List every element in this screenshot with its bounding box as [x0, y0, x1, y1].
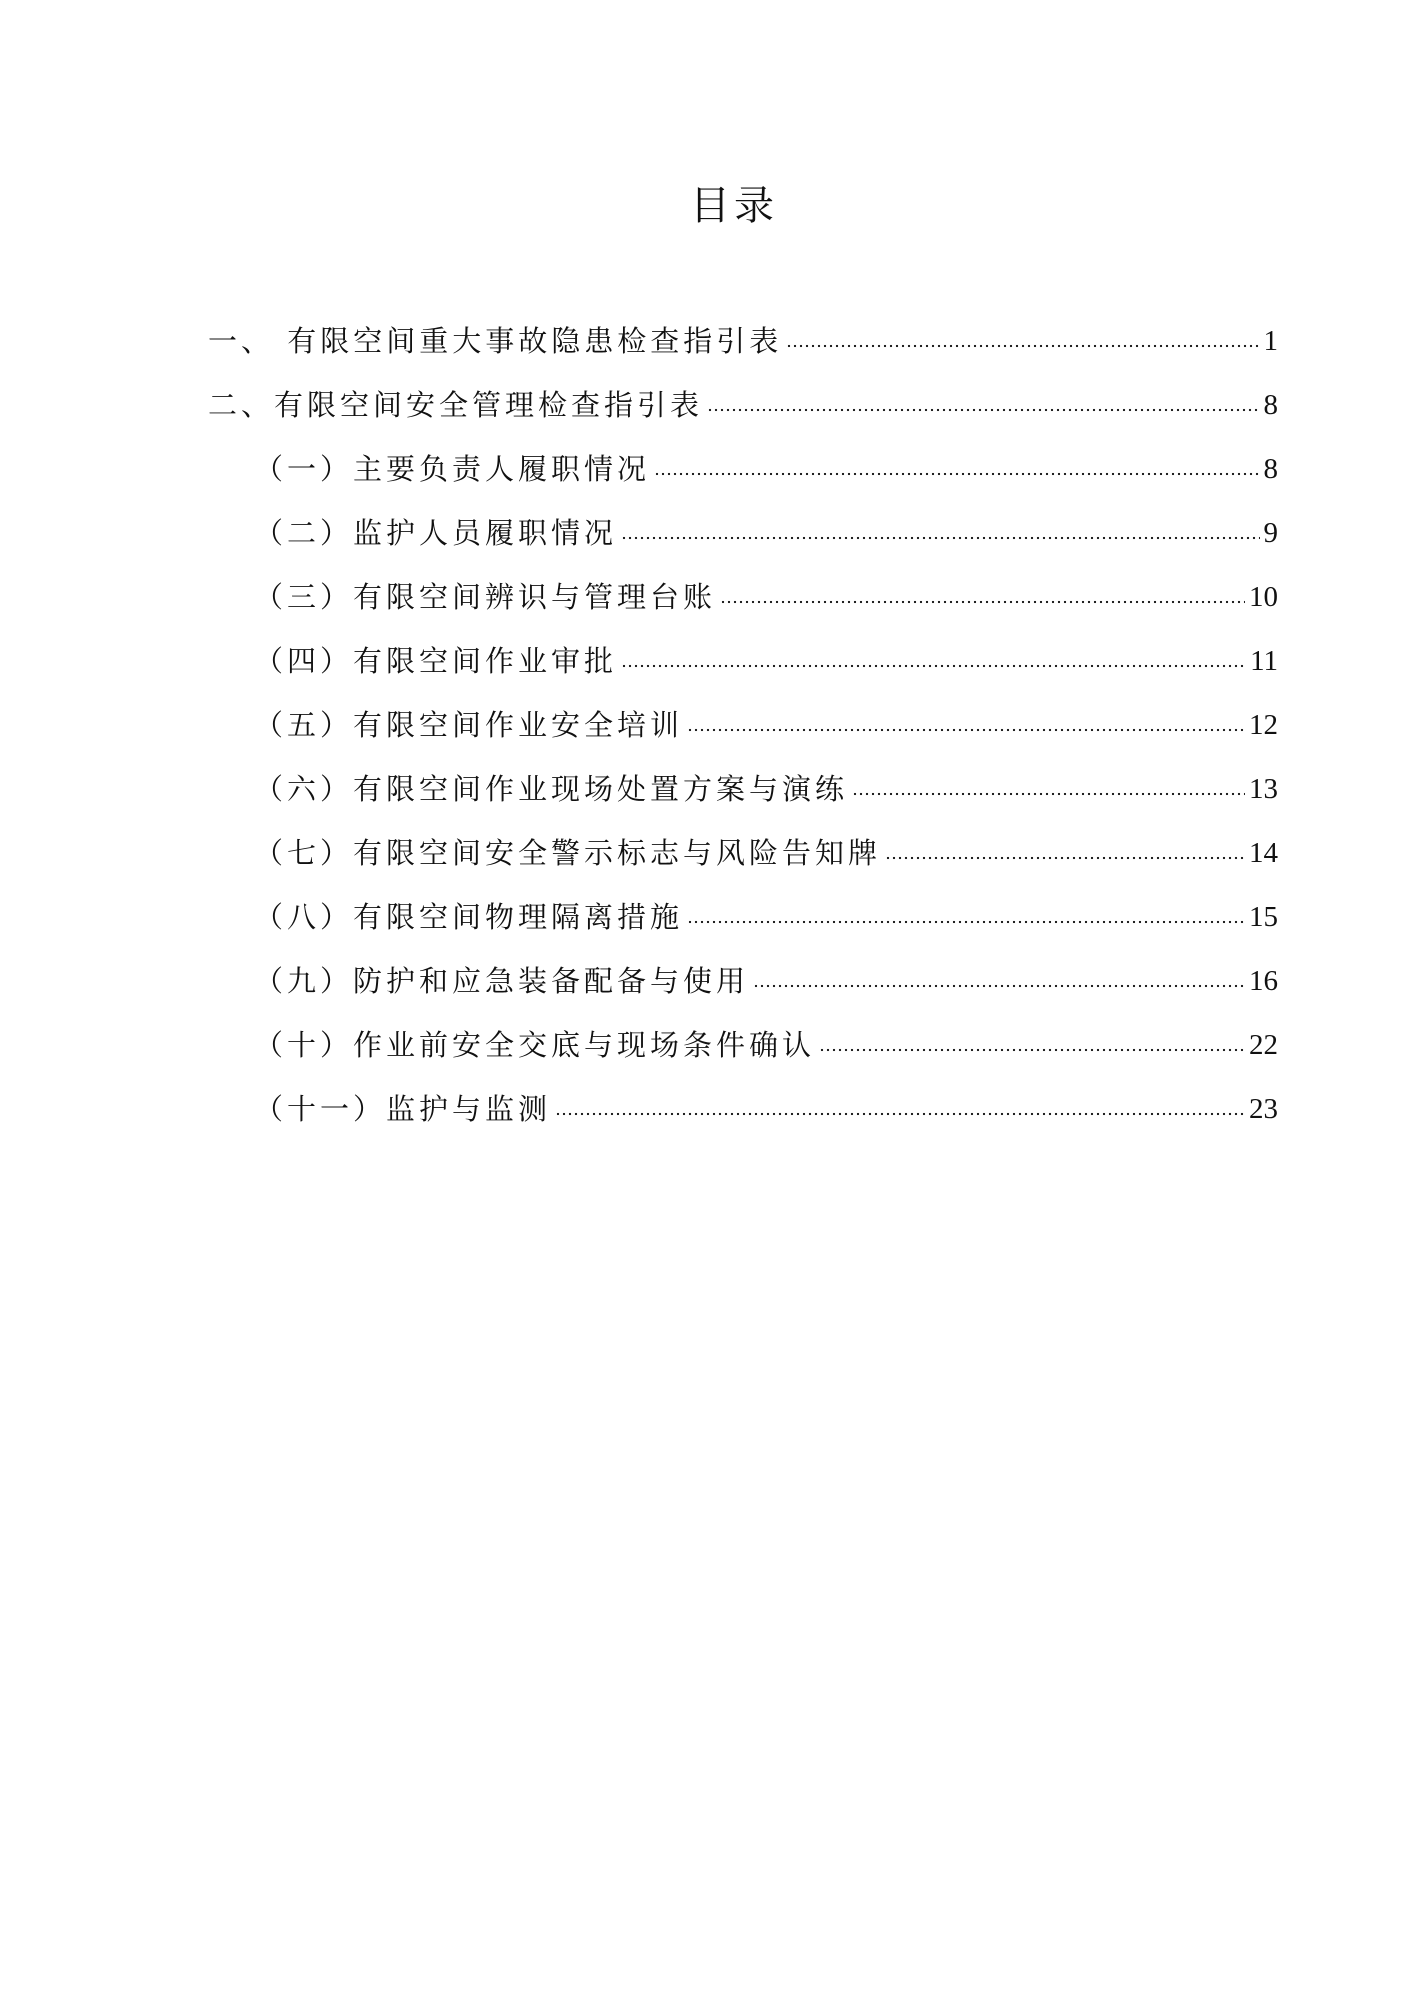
toc-entry-2[interactable] [208, 376, 1278, 420]
toc-entry-label: （二）监护人员履职情况 [254, 516, 618, 550]
toc-entry-label: （十一）监护与监测 [254, 1092, 552, 1126]
toc-page-number: 15 [1249, 901, 1278, 933]
toc-entry-2-9[interactable] [254, 952, 1278, 996]
toc-entry-label: 一、 有限空间重大事故隐患检查指引表 [208, 324, 783, 358]
page-title: 目录 [690, 183, 778, 229]
dot-leader [753, 983, 1245, 989]
toc-page-number: 8 [1263, 453, 1278, 485]
toc-entry-2-8[interactable] [254, 888, 1278, 932]
toc-entry-2-7[interactable] [254, 824, 1278, 868]
dot-leader [621, 535, 1259, 541]
toc-page-number: 10 [1249, 581, 1278, 613]
toc-entry-label: 二、有限空间安全管理检查指引表 [208, 388, 704, 422]
toc-entry-label: （十）作业前安全交底与现场条件确认 [254, 1028, 816, 1062]
toc-entry-label: （三）有限空间辨识与管理台账 [254, 580, 717, 614]
toc-page-number: 14 [1249, 837, 1278, 869]
dot-leader [707, 407, 1259, 413]
toc-entry-label: （六）有限空间作业现场处置方案与演练 [254, 772, 849, 806]
toc-entry-2-1[interactable] [254, 440, 1278, 484]
dot-leader [885, 855, 1245, 861]
dot-leader [687, 919, 1245, 925]
toc-page-number: 11 [1250, 645, 1278, 677]
dot-leader [654, 471, 1259, 477]
dot-leader [687, 727, 1245, 733]
toc-entry-label: （一）主要负责人履职情况 [254, 452, 651, 486]
toc-entry-label: （七）有限空间安全警示标志与风险告知牌 [254, 836, 882, 870]
toc-entry-2-4[interactable] [254, 632, 1278, 676]
toc-page-number: 13 [1249, 773, 1278, 805]
dot-leader [621, 663, 1246, 669]
toc-page-number: 9 [1263, 517, 1278, 549]
toc-page-number: 1 [1263, 325, 1278, 357]
toc-page-number: 16 [1249, 965, 1278, 997]
toc-entry-1[interactable] [208, 312, 1278, 356]
toc-entry-2-2[interactable] [254, 504, 1278, 548]
dot-leader [819, 1047, 1245, 1053]
toc-entry-2-3[interactable] [254, 568, 1278, 612]
toc-entry-label: （八）有限空间物理隔离措施 [254, 900, 684, 934]
dot-leader [720, 599, 1245, 605]
toc-page-number: 12 [1249, 709, 1278, 741]
toc-page-number: 8 [1263, 389, 1278, 421]
dot-leader [852, 791, 1245, 797]
toc-entry-2-6[interactable] [254, 760, 1278, 804]
dot-leader [786, 343, 1259, 349]
toc-page-number: 22 [1249, 1029, 1278, 1061]
toc-entry-2-11[interactable] [254, 1080, 1278, 1124]
toc-entry-label: （四）有限空间作业审批 [254, 644, 618, 678]
toc-page-number: 23 [1249, 1093, 1278, 1125]
toc-entry-label: （五）有限空间作业安全培训 [254, 708, 684, 742]
toc-entry-label: （九）防护和应急装备配备与使用 [254, 964, 750, 998]
dot-leader [555, 1111, 1245, 1117]
toc-entry-2-5[interactable] [254, 696, 1278, 740]
toc-entry-2-10[interactable] [254, 1016, 1278, 1060]
